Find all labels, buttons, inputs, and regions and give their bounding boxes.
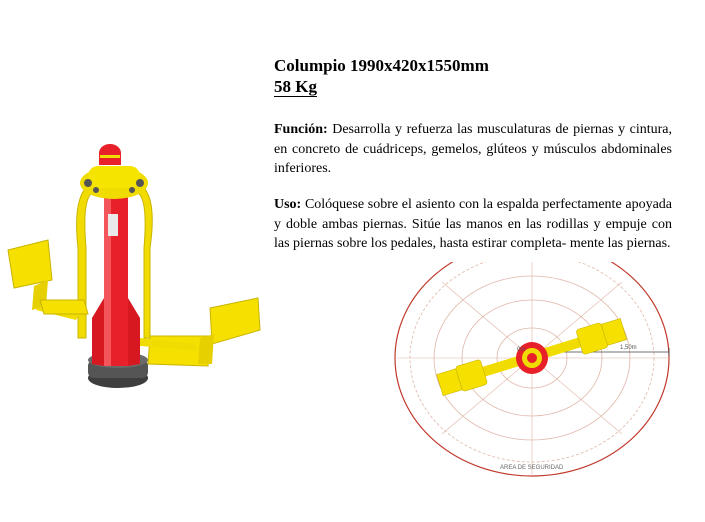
leg-press-machine-image	[0, 138, 270, 408]
uso-text: Colóquese sobre el asiento con la espalda perfectamente apoyada y doble ambas piernas. Sitúe las manos en las rodillas y empuje con las piernas sobre los pedales, hasta estirar completa- mente las piernas.	[274, 197, 673, 251]
safety-area-label: AREA DE SEGURIDAD	[500, 465, 564, 471]
funcion-text: Desarrolla y refuerza las musculaturas de piernas y cintura, en concreto de cuádriceps, gemelos, glúteos y músculos abdominales inferiores.	[274, 122, 673, 176]
center-label: 0m	[517, 347, 526, 353]
funcion-label: Función:	[274, 122, 328, 137]
uso-label: Uso:	[274, 197, 302, 212]
funcion-paragraph	[274, 120, 672, 179]
radius-label: 1,50m	[620, 345, 637, 351]
uso-paragraph	[274, 195, 672, 254]
product-weight: 58 Kg	[274, 77, 317, 96]
product-title: Columpio 1990x420x1550mm	[274, 56, 489, 75]
product-heading	[274, 55, 489, 97]
safety-area-diagram	[392, 262, 692, 502]
